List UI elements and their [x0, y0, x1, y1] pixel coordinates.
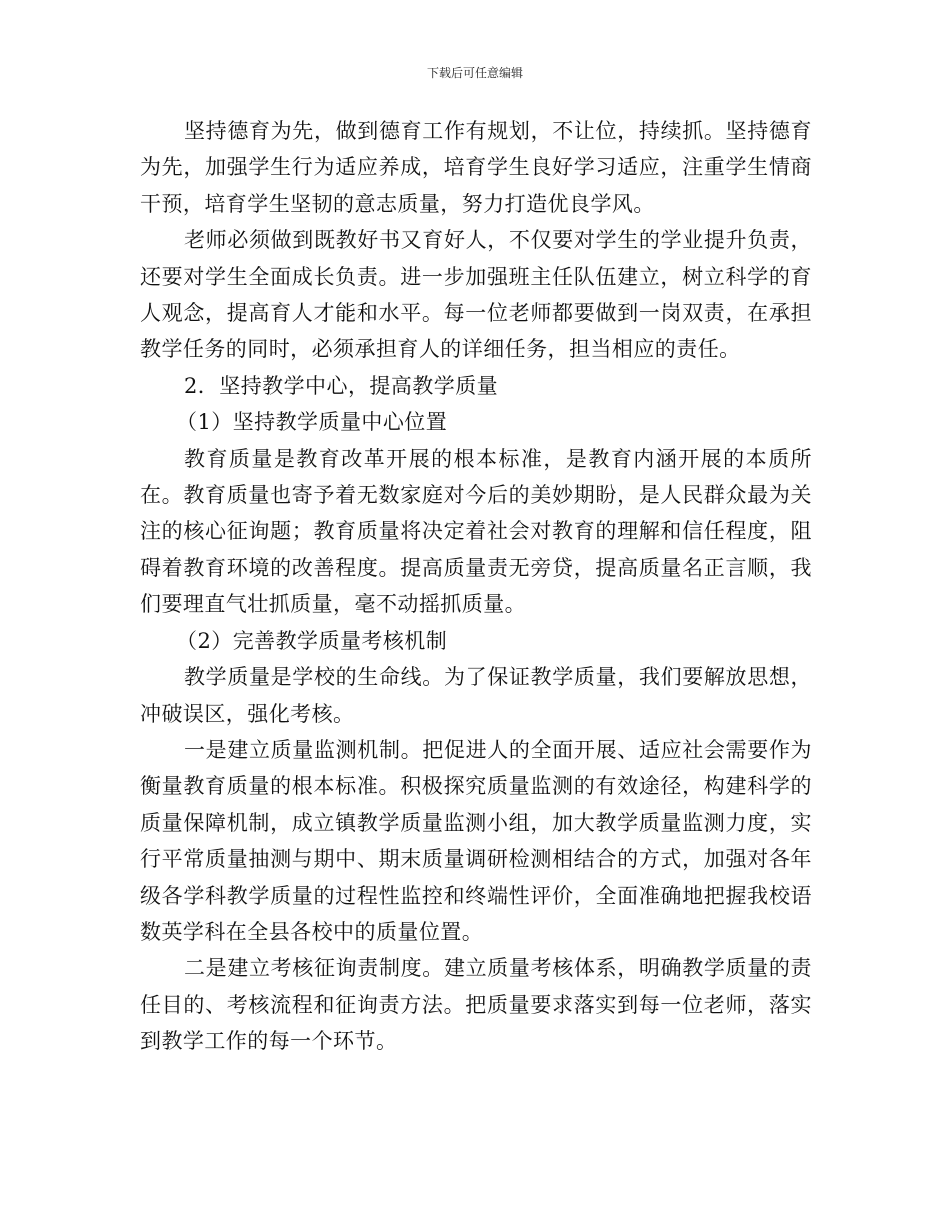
paragraph-teacher-duty: 老师必须做到既教好书又育好人，不仅要对学生的学业提升负责，还要对学生全面成长负责。进一步加强班主任队伍建立，树立科学的育人观念，提高育人才能和水平。每一位老师都要做到一岗双责，在承担教学任务的同时，必须承担育人的详细任务，担当相应的责任。: [140, 228, 812, 362]
document-body: [140, 113, 812, 1060]
paragraph-education-quality: 教育质量是教育改革开展的根本标准，是教育内涵开展的本质所在。教育质量也寄予着无数家庭对今后的美妙期盼，是人民群众最为关注的核心征询题；教育质量将决定着社会对教育的理解和信任程度，阻碍着教育环境的改善程度。提高质量责无旁贷，提高质量名正言顺，我们要理直气壮抓质量，毫不动摇抓质量。: [140, 446, 812, 617]
paragraph-accountability-system: 二是建立考核征询责制度。建立质量考核体系，明确教学质量的责任目的、考核流程和征询责方法。把质量要求落实到每一位老师，落实到教学工作的每一个环节。: [140, 956, 812, 1054]
page-header: 下载后可任意编辑: [426, 66, 523, 80]
subsection-heading-assessment-mechanism: （2）完善教学质量考核机制: [176, 628, 448, 653]
paragraph-moral-education: 坚持德育为先，做到德育工作有规划，不让位，持续抓。坚持德育为先，加强学生行为适应养成，培育学生良好学习适应，注重学生情商干预，培育学生坚韧的意志质量，努力打造优良学风。: [140, 119, 812, 216]
paragraph-lifeline: 教学质量是学校的生命线。为了保证教学质量，我们要解放思想，冲破误区，强化考核。: [140, 665, 812, 726]
subsection-heading-quality-position: （1）坚持教学质量中心位置: [176, 410, 448, 435]
paragraph-monitoring-mechanism: 一是建立质量监测机制。把促进人的全面开展、适应社会需要作为衡量教育质量的根本标准。积极探究质量监测的有效途径，构建科学的质量保障机制，成立镇教学质量监测小组，加大教学质量监测力度，实行平常质量抽测与期中、期末质量调研检测相结合的方式，加强对各年级各学科教学质量的过程性监控和终端性评价，全面准确地把握我校语数英学科在全县各校中的质量位置。: [140, 737, 812, 944]
section-heading-teaching-center: 2．坚持教学中心，提高教学质量: [184, 373, 499, 398]
